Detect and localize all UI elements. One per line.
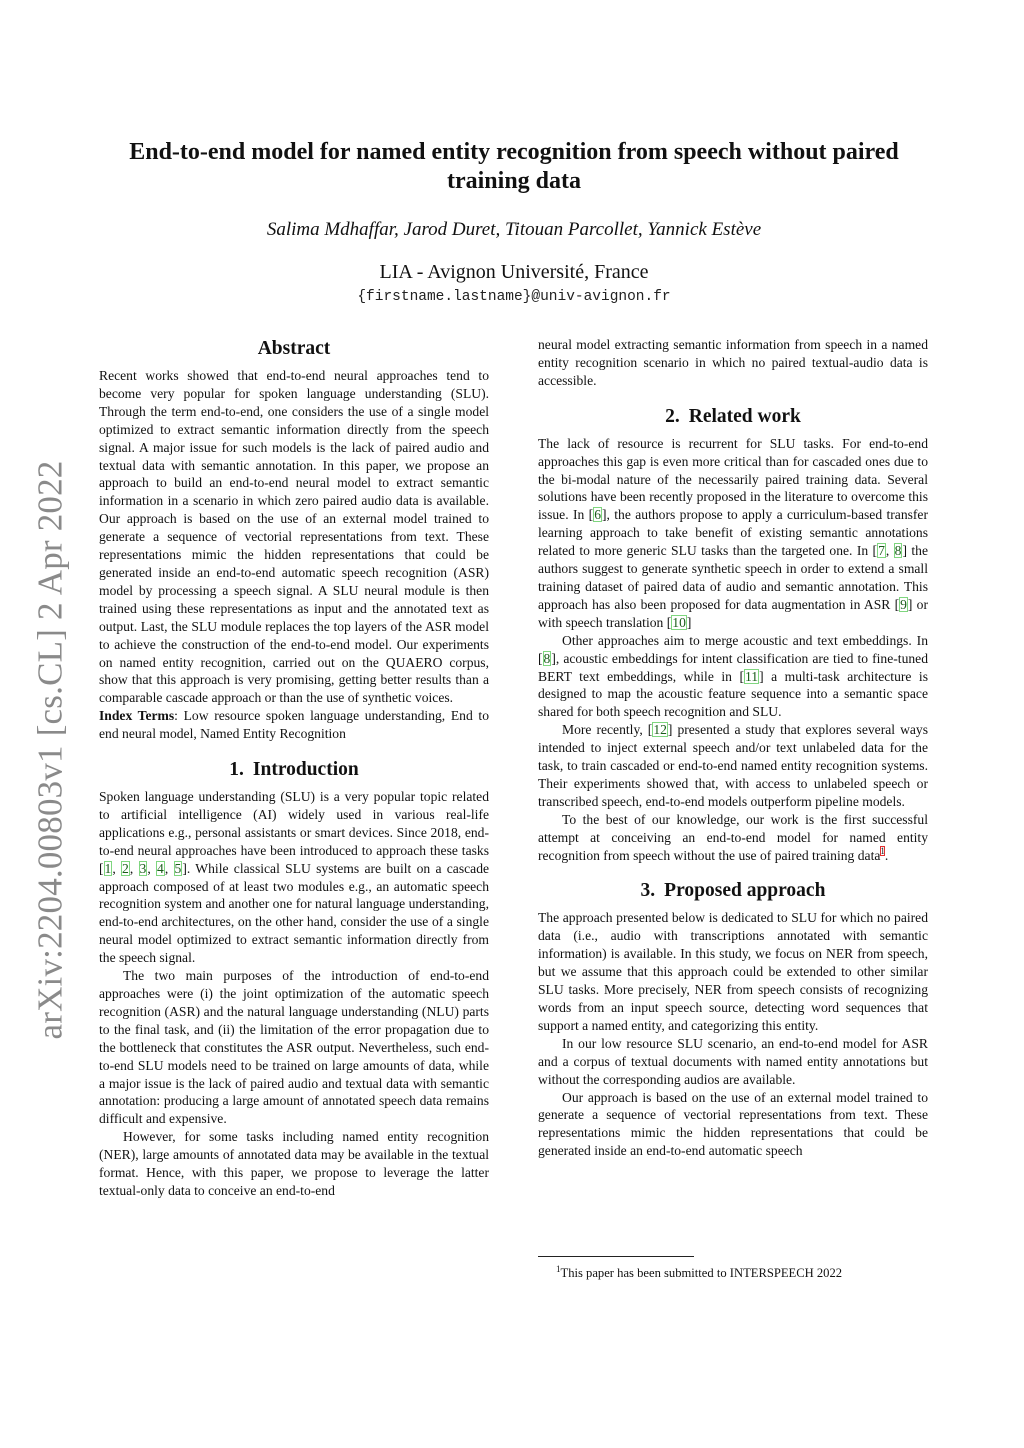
paragraph-text: To the best of our knowledge, our work is the first successful attempt at conceiving an end-to-end model for named entity recognition from speech without the use of paired training data <box>538 811 928 863</box>
right-column <box>538 336 928 1160</box>
index-terms <box>99 707 489 743</box>
citation-link[interactable]: 9 <box>900 596 907 612</box>
paragraph-text: . <box>884 847 889 863</box>
footnote-number: 1 <box>556 1264 561 1274</box>
citation-link[interactable]: 2 <box>122 860 129 876</box>
related-paragraph-3 <box>538 721 928 811</box>
paragraph-text: ] presented a study that explores several ways intended to inject external speech and/or text unlabeled data for the task, to train cascaded or end-to-end named entity recognition systems. Their experiments showed that, with access to unlabeled speech or transcribed speech, end-to-end models outperform pipeline models. <box>538 722 929 809</box>
citation-link[interactable]: 1 <box>104 860 112 876</box>
citation-link[interactable]: 6 <box>594 507 601 523</box>
paragraph-text: ]. While classical SLU systems are built on a cascade approach composed of at least two modules e.g., an automatic speech recognition system and another one for natural language understanding, end-to-end architectures, on the other hand, consider the use of a single neural model optimized to extract semantic information directly from the speech signal. <box>99 860 490 966</box>
footnote-divider <box>538 1256 694 1257</box>
citation-separator: , <box>129 860 139 876</box>
related-paragraph-4 <box>538 811 928 865</box>
section-heading-proposed-approach <box>538 878 928 904</box>
paragraph-text: The lack of resource is recurrent for SLU tasks. For end-to-end approaches this gap is even more critical than for cascaded ones due to the bi-modal nature of the necessarily paired training data. Several solutions have been recently proposed in the literature to overcome this issue. In [ <box>538 435 928 523</box>
section-number: 3. <box>640 880 656 902</box>
proposed-paragraph-1: The approach presented below is dedicated to SLU for which no paired data (i.e., audio with transcriptions annotated with semantic information) is available. In this study, we focus on NER from speech, but we assume that this approach could be extended to other similar SLU tasks. More precisely, NER from speech consists of recognizing words from an input speech source, detecting word sequences that support a named entity, and categorizing this entity. <box>538 910 928 1033</box>
footnote-text: This paper has been submitted to INTERSPEECH 2022 <box>560 1266 843 1281</box>
proposed-paragraph-2: In our low resource SLU scenario, an end-to-end model for ASR and a corpus of textual documents with named entity annotations but without the corresponding audios are available. <box>538 1035 928 1087</box>
contact-email: {firstname.lastname}@univ-avignon.fr <box>357 289 671 305</box>
paragraph-text: ], acoustic embeddings for intent classification are tied to fine-tuned BERT text embeddings, while in [ <box>538 650 928 684</box>
section-number: 1. <box>229 759 244 781</box>
abstract-text: Recent works showed that end-to-end neural approaches tend to become very popular for spoken language understanding (SLU). Through the term end-to-end, one considers the use of a single model optimized to extract semantic information directly from the speech signal. A major issue for such models is the lack of paired audio and textual data with semantic annotation. In this paper, we propose an approach to build an end-to-end neural model to extract semantic information in a scenario in which zero paired audio data is available. Our approach is based on the use of an external model trained to generate a sequence of vectorial representations from text. These representations mimic the hidden representations that could be generated inside an end-to-end automatic speech recognition (ASR) model by processing a speech signal. A SLU neural module is then trained using these representations as input and the annotated text as output. Last, the SLU module replaces the top layers of the ASR model to achieve the construction of the end-to-end model. Our experiments on named entity recognition, carried out on the QUAERO corpus, show that this approach is very promising, getting better results than a comparable cascade approach or than the use of synthetic voices. <box>99 368 489 706</box>
citation-link[interactable]: 10 <box>672 614 686 630</box>
paragraph-text: ] a multi-task architecture is designed to map the acoustic feature sequence into a semantic space shared for both speech recognition and SLU. <box>538 668 928 720</box>
related-paragraph-2 <box>538 632 928 722</box>
citation-link[interactable]: 12 <box>653 722 667 738</box>
paragraph-text: More recently, [ <box>562 722 653 738</box>
intro-paragraph-1 <box>99 788 489 967</box>
left-column <box>99 336 489 1200</box>
paragraph-text: ] or with speech translation [ <box>538 596 929 630</box>
citation-separator: , <box>112 860 122 876</box>
citation-link[interactable]: 4 <box>157 860 164 876</box>
intro-continued-paragraph: neural model extracting semantic information from speech in a named entity recognition scenario in which no paired textual-audio data is accessible. <box>538 337 928 388</box>
section-heading-related-work <box>538 404 928 430</box>
index-terms-text: : Low resource spoken language understanding, End to end neural model, Named Entity Recognition <box>99 708 490 742</box>
related-paragraph-1 <box>538 435 928 632</box>
citation-link[interactable]: 8 <box>894 543 902 559</box>
section-title: Introduction <box>252 759 359 781</box>
paragraph-text: Spoken language understanding (SLU) is a very popular topic related to artificial intelligence (AI) widely used in various real-life applications e.g., personal assistants or smart devices. Since 2018, end-to-end neural approaches have been introduced to approach these tasks [ <box>99 789 489 876</box>
intro-paragraph-2: The two main purposes of the introduction of end-to-end approaches were (i) the joint optimization of the automatic speech recognition (ASR) and the natural language understanding (NLU) parts to the final task, and (ii) the limitation of the error propagation due to the bottleneck that constitutes the ASR output. Nevertheless, such end-to-end SLU models need to be trained on large amounts of data, while a major issue is the lack of paired audio and textual data with semantic annotation: producing a large amount of annotated speech data remains difficult and expensive. <box>99 968 489 1127</box>
footnote <box>556 1261 926 1281</box>
paragraph-text: Other approaches aim to merge acoustic and text embeddings. In [ <box>538 632 928 666</box>
index-terms-label: Index Terms <box>99 708 175 724</box>
footnote-marker[interactable]: 1 <box>880 846 885 857</box>
proposed-paragraph-3: Our approach is based on the use of an external model trained to generate a sequence of vectorial representations from text. These representations mimic the hidden representations that could be generated inside an end-to-end automatic speech <box>538 1089 928 1159</box>
arxiv-id-text: arXiv:2204.00803v1 [cs.CL] 2 Apr 2022 <box>30 460 70 1040</box>
citation-separator: , <box>164 860 174 876</box>
intro-paragraph-3: However, for some tasks including named entity recognition (NER), large amounts of annotated data may be available in the textual format. Hence, with this paper, we propose to leverage the latter textual-only data to conceive an end-to-end <box>99 1129 489 1198</box>
author-list: Salima Mdhaffar, Jarod Duret, Titouan Parcollet, Yannick Estève <box>266 219 762 240</box>
paragraph-text: ] <box>686 614 692 630</box>
section-heading-introduction <box>99 757 489 783</box>
abstract-heading: Abstract <box>257 338 331 359</box>
citation-link[interactable]: 3 <box>139 860 147 876</box>
paper-title: End-to-end model for named entity recognition from speech without paired training data <box>129 139 899 194</box>
section-number: 2. <box>665 405 680 427</box>
citation-separator: , <box>147 860 157 876</box>
paragraph-text: ], the authors propose to apply a curriculum-based transfer learning approach to take benefit of existing semantic annotations related to more generic SLU tasks than the targeted one. In [ <box>538 507 928 559</box>
citation-link[interactable]: 8 <box>543 650 551 666</box>
arxiv-identifier-stamp <box>20 455 80 1045</box>
section-title: Related work <box>688 405 801 427</box>
citation-link[interactable]: 7 <box>878 543 885 559</box>
paragraph-text: ] the authors suggest to generate synthetic speech in order to extend a small training dataset of paired data of audio and semantic annotation. This approach has also been proposed for data augmentation in ASR [ <box>538 543 928 612</box>
affiliation: LIA - Avignon Université, France <box>379 261 649 283</box>
citation-link[interactable]: 11 <box>744 668 759 684</box>
citation-separator: , <box>885 543 894 559</box>
citation-link[interactable]: 5 <box>174 860 182 876</box>
section-title: Proposed approach <box>664 880 826 902</box>
